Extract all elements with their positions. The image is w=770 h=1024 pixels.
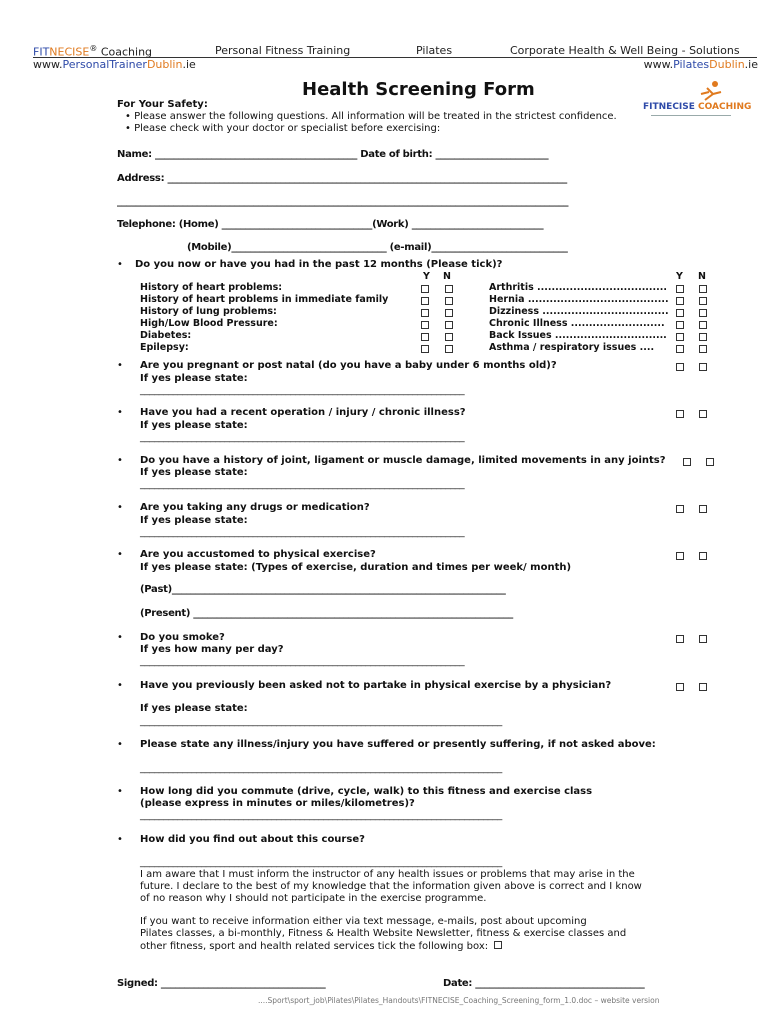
condition-yes-checkbox[interactable]	[676, 297, 684, 305]
bullet: •	[117, 680, 123, 691]
condition-no-checkbox[interactable]	[445, 321, 453, 329]
header-corporate: Corporate Health & Well Being - Solutions	[510, 44, 740, 57]
smoke-answer-line[interactable]: _____________________________________________________________________	[140, 656, 465, 667]
bullet: •	[117, 360, 123, 371]
fitnecise-logo	[643, 78, 752, 120]
bullet: •	[117, 549, 123, 560]
telephone-field[interactable]: Telephone: (Home) ________________________________(Work) ____________________________	[117, 219, 544, 230]
date-field[interactable]: Date: ____________________________________	[443, 978, 645, 989]
address-line-2[interactable]: ________________________________________________________________________________________________	[117, 196, 569, 207]
url-right-main: Pilates	[673, 58, 710, 71]
q-findout: How did you find out about this course?	[140, 834, 365, 845]
header-personal-training: Personal Fitness Training	[215, 44, 351, 57]
pregnant-no-checkbox[interactable]	[699, 363, 707, 371]
q12-left-n: N	[443, 271, 451, 282]
condition-label: Epilepsy:	[140, 342, 189, 353]
q-pregnant: Are you pregnant or post natal (do you have a baby under 6 months old)?	[140, 360, 557, 371]
condition-label: Chronic Illness ..........................	[489, 318, 665, 329]
safety-bullet-1: • Please answer the following questions. All information will be treated in the strictest confidence.	[125, 111, 617, 122]
condition-yes-checkbox[interactable]	[676, 333, 684, 341]
url-left-accent: Dublin	[146, 58, 183, 71]
condition-no-checkbox[interactable]	[445, 345, 453, 353]
drugs-if-yes: If yes please state:	[140, 515, 248, 526]
q-physician: Have you previously been asked not to partake in physical exercise by a physician?	[140, 680, 612, 691]
condition-yes-checkbox[interactable]	[421, 309, 429, 317]
past-exercise-field[interactable]: (Past)_______________________________________________________________________	[140, 584, 506, 595]
smoke-no-checkbox[interactable]	[699, 635, 707, 643]
condition-no-checkbox[interactable]	[445, 285, 453, 293]
condition-label: Back Issues ...............................	[489, 330, 667, 341]
url-right-accent: Dublin	[709, 58, 745, 71]
info-line-1: If you want to receive information either via text message, e-mails, post about upcoming	[140, 916, 587, 927]
logo-text: FITNECISE COACHING	[643, 102, 752, 112]
condition-yes-checkbox[interactable]	[421, 297, 429, 305]
drugs-yes-checkbox[interactable]	[676, 505, 684, 513]
bullet: •	[117, 834, 123, 845]
condition-yes-checkbox[interactable]	[676, 309, 684, 317]
brand-suffix: Coaching	[100, 45, 153, 59]
condition-no-checkbox[interactable]	[445, 297, 453, 305]
physician-yes-checkbox[interactable]	[676, 683, 684, 691]
safety-bullet-2: • Please check with your doctor or specialist before exercising:	[125, 123, 441, 134]
bullet: •	[117, 739, 123, 750]
condition-no-checkbox[interactable]	[699, 285, 707, 293]
drugs-answer-line[interactable]: _____________________________________________________________________	[140, 527, 465, 538]
q-accustomed: Are you accustomed to physical exercise?	[140, 549, 376, 560]
pregnant-if-yes: If yes please state:	[140, 373, 248, 384]
condition-label: Diabetes:	[140, 330, 192, 341]
operation-no-checkbox[interactable]	[699, 410, 707, 418]
q-illness: Please state any illness/injury you have suffered or presently suffering, if not asked above:	[140, 739, 656, 750]
commute-sub: (please express in minutes or miles/kilometres)?	[140, 798, 415, 809]
bullet: •	[117, 632, 123, 643]
condition-no-checkbox[interactable]	[699, 297, 707, 305]
url-right-tld: .ie	[744, 58, 758, 71]
joint-yes-checkbox[interactable]	[683, 458, 691, 466]
info-line-3	[140, 941, 502, 952]
accustomed-yes-checkbox[interactable]	[676, 552, 684, 560]
condition-no-checkbox[interactable]	[699, 321, 707, 329]
q-joint: Do you have a history of joint, ligament or muscle damage, limited movements in any joints?	[140, 455, 666, 466]
condition-yes-checkbox[interactable]	[421, 321, 429, 329]
illness-answer-line[interactable]: _____________________________________________________________________________	[140, 763, 502, 774]
url-right-prefix: www.	[643, 58, 674, 71]
condition-label: History of heart problems in immediate family	[140, 294, 389, 305]
condition-label: Dizziness ...................................	[489, 306, 669, 317]
declaration-line-2: future. I declare to the best of my knowledge that the information given above is correct and I know	[140, 881, 642, 892]
smoke-sub: If yes how many per day?	[140, 644, 284, 655]
physician-if-yes: If yes please state:	[140, 703, 248, 714]
declaration-line-1: I am aware that I must inform the instructor of any health issues or problems that may arise in the	[140, 869, 635, 880]
brand-prefix: FIT	[33, 45, 50, 59]
condition-no-checkbox[interactable]	[699, 333, 707, 341]
bullet: •	[117, 407, 123, 418]
q-operation: Have you had a recent operation / injury / chronic illness?	[140, 407, 466, 418]
info-line-2: Pilates classes, a bi-monthly, Fitness & Health Website Newsletter, fitness & exercise classes and	[140, 928, 627, 939]
q12-left-y: Y	[423, 271, 430, 282]
operation-yes-checkbox[interactable]	[676, 410, 684, 418]
condition-yes-checkbox[interactable]	[421, 285, 429, 293]
q12-question: Do you now or have you had in the past 12 months (Please tick)?	[135, 259, 503, 270]
name-dob-field[interactable]: Name: ___________________________________________ Date of birth: ________________________	[117, 149, 549, 160]
physician-answer-line[interactable]: _____________________________________________________________________________	[140, 716, 502, 727]
q-commute: How long did you commute (drive, cycle, walk) to this fitness and exercise class	[140, 786, 593, 797]
safety-bullet-1-text: Please answer the following questions. All information will be treated in the strictest confidence.	[134, 111, 617, 122]
header-pilates: Pilates	[416, 44, 453, 57]
brand-mid: NECISE	[49, 45, 90, 59]
url-left[interactable]	[33, 58, 196, 71]
url-left-main: PersonalTrainer	[62, 58, 147, 71]
safety-heading: For Your Safety:	[117, 99, 208, 110]
accustomed-sub: If yes please state: (Types of exercise, duration and times per week/ month)	[140, 562, 572, 573]
q12-right-n: N	[698, 271, 706, 282]
bullet: •	[117, 455, 123, 466]
condition-no-checkbox[interactable]	[699, 345, 707, 353]
condition-no-checkbox[interactable]	[445, 333, 453, 341]
condition-yes-checkbox[interactable]	[421, 333, 429, 341]
commute-answer-line[interactable]: _____________________________________________________________________________	[140, 810, 502, 821]
smoke-yes-checkbox[interactable]	[676, 635, 684, 643]
page-title: Health Screening Form	[302, 79, 535, 100]
accustomed-no-checkbox[interactable]	[699, 552, 707, 560]
runner-icon	[643, 78, 743, 120]
condition-yes-checkbox[interactable]	[676, 345, 684, 353]
safety-bullet-2-text: Please check with your doctor or specialist before exercising:	[134, 123, 441, 134]
q-smoke: Do you smoke?	[140, 632, 225, 643]
joint-if-yes: If yes please state:	[140, 467, 248, 478]
info-line-3-text: other fitness, sport and health related services tick the following box:	[140, 941, 489, 952]
present-exercise-field[interactable]: (Present) ____________________________________________________________________	[140, 608, 513, 619]
q12-right-y: Y	[676, 271, 683, 282]
bullet: •	[117, 259, 123, 270]
operation-if-yes: If yes please state:	[140, 420, 248, 431]
findout-answer-line[interactable]: _____________________________________________________________________________	[140, 857, 502, 868]
bullet: •	[117, 502, 123, 513]
condition-label: Asthma / respiratory issues ....	[489, 342, 655, 353]
footer-path: ....Sport\sport_job\Pilates\Pilates_Handouts\FITNECISE_Coaching_Screening_form_1.0.doc – website version	[258, 996, 660, 1005]
physician-no-checkbox[interactable]	[699, 683, 707, 691]
joint-no-checkbox[interactable]	[706, 458, 714, 466]
bullet: •	[117, 786, 123, 797]
mobile-email-field[interactable]: (Mobile)_________________________________ (e-mail)_____________________________	[187, 242, 568, 253]
drugs-no-checkbox[interactable]	[699, 505, 707, 513]
condition-label: Hernia .......................................	[489, 294, 669, 305]
url-left-tld: .ie	[182, 58, 196, 71]
address-field[interactable]: Address: _____________________________________________________________________________________	[117, 173, 567, 184]
q-drugs: Are you taking any drugs or medication?	[140, 502, 370, 513]
joint-answer-line[interactable]: _____________________________________________________________________	[140, 479, 465, 490]
pregnant-answer-line[interactable]: _____________________________________________________________________	[140, 385, 465, 396]
condition-yes-checkbox[interactable]	[676, 285, 684, 293]
signed-field[interactable]: Signed: ___________________________________	[117, 978, 326, 989]
registered-mark: ®	[89, 44, 98, 53]
operation-answer-line[interactable]: _____________________________________________________________________	[140, 432, 465, 443]
declaration-line-3: of no reason why I should not participate in the exercise programme.	[140, 893, 487, 904]
condition-label: History of lung problems:	[140, 306, 277, 317]
condition-yes-checkbox[interactable]	[676, 321, 684, 329]
condition-no-checkbox[interactable]	[445, 309, 453, 317]
logo-tagline-rule	[651, 115, 731, 116]
url-left-prefix: www.	[33, 58, 63, 71]
info-opt-in-checkbox[interactable]	[494, 941, 502, 949]
condition-label: History of heart problems:	[140, 282, 283, 293]
pregnant-yes-checkbox[interactable]	[676, 363, 684, 371]
condition-no-checkbox[interactable]	[699, 309, 707, 317]
condition-label: High/Low Blood Pressure:	[140, 318, 278, 329]
condition-label: Arthritis ....................................	[489, 282, 667, 293]
condition-yes-checkbox[interactable]	[421, 345, 429, 353]
url-right[interactable]	[644, 58, 758, 71]
